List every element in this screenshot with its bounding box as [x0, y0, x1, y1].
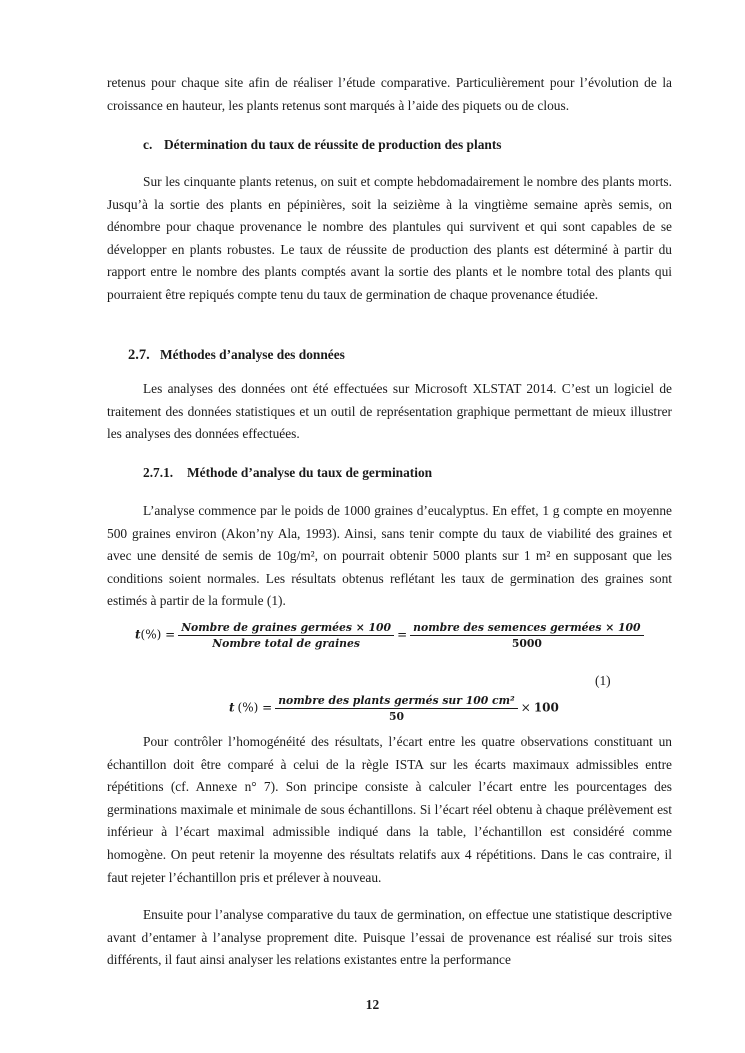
- formula-fraction: [275, 693, 518, 724]
- formula-variable: t: [229, 700, 235, 715]
- paragraph-intro: retenus pour chaque site afin de réaliser l’étude comparative. Particulièrement pour l’évolution de la croissance en hauteur, les plants retenus sont marqués à l’aide des piquets ou de clous.: [107, 75, 672, 113]
- page-number: 12: [365, 997, 380, 1012]
- section-heading-2-7: [128, 345, 345, 365]
- paragraph-homogeneite: Pour contrôler l’homogénéité des résultats, l’écart entre les quatre observations constituant un échantillon doit être comparé à celui de la règle ISTA sur les écarts maximaux admissibles entre répétitions (cf. Annexe n° 7). Son principe consiste à calculer l’écart entre les pourcentages des germinations maximale et minimale de sous échantillons. Si l’écart réel obtenu à chaque prélèvement est inférieur à l’écart maximal admissible indiqué dans la table, l’échantillon est considéré comme homogène. On peut retenir la moyenne des résultats relatifs aux 4 répétitions. Dans le cas contraire, il faut rejeter l’échantillon pris et prélever à nouveau.: [107, 734, 672, 885]
- formula-germination-rate: [135, 620, 644, 651]
- formula-fraction-1: [178, 620, 394, 651]
- formula-times: ×: [520, 700, 531, 715]
- paragraph-ensuite: Ensuite pour l’analyse comparative du taux de germination, on effectue une statistique descriptive avant d’entamer à l’analyse proprement dite. Puisque l’essai de provenance est réalisé sur trois sites différents, il faut ainsi analyser les relations existantes entre la performance: [107, 907, 672, 968]
- paragraph-methodes: Les analyses des données ont été effectuées sur Microsoft XLSTAT 2014. C’est un logiciel de traitement des données statistiques et un outil de représentation graphique permettant de mieux illustrer les analyses des données effectuées.: [107, 381, 672, 442]
- section-heading-2-7-1: [143, 463, 432, 483]
- paragraph-reussite: Sur les cinquante plants retenus, on suit et compte hebdomadairement le nombre des plants morts. Jusqu’à la sortie des plants en pépinières, soit la seizième à la vingtième semaine après semis, on dénombre pour chaque provenance le nombre des plantules qui survivent et qui sont capables de se développer en plants robustes. Le taux de réussite de production des plants est déterminé à partir du rapport entre le nombre des plants comptés avant la sortie des plants et le nombre total des plants qui pourraient être repiqués compte tenu du taux de germination de chaque provenance étudiée.: [107, 174, 672, 302]
- formula-unit: (%) =: [140, 627, 176, 642]
- formula-factor: 100: [533, 700, 559, 715]
- section-title: Méthodes d’analyse des données: [160, 347, 345, 362]
- paragraph-germination: L’analyse commence par le poids de 1000 graines d’eucalyptus. En effet, 1 g compte en moyenne 500 graines environ (Akon’ny Ala, 1993). Ainsi, sans tenir compte du taux de viabilité des graines et avec une densité de semis de 10g/m², on pourrait obtenir 5000 plants sur 1 m² en supposant que les conditions soient normales. Les résultats obtenus reflétant les taux de germination des graines sont estimés à partir de la formule (1).: [107, 503, 672, 609]
- section-number: c.: [143, 137, 153, 152]
- formula-fraction-2: [410, 620, 643, 651]
- fraction-numerator: Nombre de graines germées × 100: [178, 620, 394, 636]
- formula-germination-per-area: [229, 693, 559, 724]
- formula-variable: t: [135, 627, 141, 642]
- formula-equals: =: [397, 627, 408, 642]
- fraction-denominator: Nombre total de graines: [212, 637, 360, 650]
- formula-unit: (%) =: [237, 700, 273, 715]
- section-number: 2.7.: [128, 347, 150, 363]
- fraction-numerator: nombre des plants germés sur 100 cm²: [275, 693, 518, 709]
- fraction-numerator: nombre des semences germées × 100: [410, 620, 643, 636]
- equation-label: (1): [595, 673, 611, 688]
- fraction-denominator: 5000: [511, 637, 542, 650]
- section-title: Méthode d’analyse du taux de germination: [187, 465, 433, 480]
- section-title: Détermination du taux de réussite de production des plants: [164, 137, 502, 152]
- section-number: 2.7.1.: [143, 465, 174, 480]
- fraction-denominator: 50: [388, 710, 404, 723]
- section-heading-c: [143, 135, 502, 155]
